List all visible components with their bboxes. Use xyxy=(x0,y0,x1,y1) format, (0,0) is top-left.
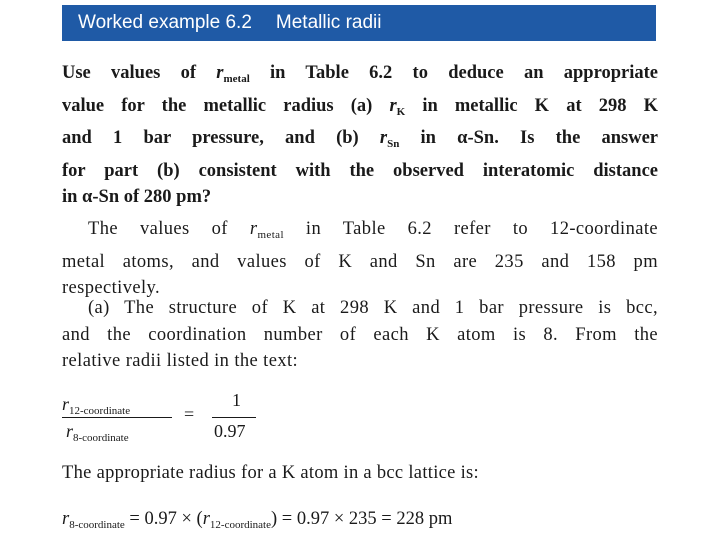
question-line: Use values of $r_{metal}$ in Table 6.2 to deduce an appropriate xyxy=(62,63,658,85)
paragraph-part-a xyxy=(62,295,658,375)
radius-result-equation: $r_{8-coordinate} = 0.97 \times (r_{12-coordinate}) = 0.97 \times 235 = 228$ pm xyxy=(62,509,453,531)
paragraph-line: relative radii listed in the text: xyxy=(62,351,299,371)
rhs-numerator: 1 xyxy=(232,390,241,410)
rhs-fraction-bar xyxy=(212,417,256,418)
question-line: in α-Sn of 280 pm? xyxy=(62,187,212,207)
question-line: for part (b) consistent with the observed interatomic distance xyxy=(62,160,658,181)
question-text xyxy=(62,60,658,211)
question-line: and 1 bar pressure, and (b) $r_{Sn}$ in α-Sn. Is the answer xyxy=(62,128,658,150)
equals-sign: = xyxy=(184,404,195,424)
question-line: value for the metallic radius (a) $r_K$ in metallic K at 298 K xyxy=(62,95,658,118)
paragraph-line: respectively. xyxy=(62,278,160,298)
paragraph-values xyxy=(62,216,658,302)
paragraph-bcc-radius: The appropriate radius for a K atom in a bcc lattice is: xyxy=(62,463,479,483)
worked-example-banner xyxy=(62,5,656,41)
paragraph-line: (a) The structure of K at 298 K and 1 bar pressure is bcc, xyxy=(88,298,658,318)
fraction-denominator: $r_{8-coordinate}$ xyxy=(66,421,129,444)
radius-ratio-equation xyxy=(62,390,252,446)
paragraph-line: The values of $r_{metal}$ in Table 6.2 refer to 12-coordinate xyxy=(88,219,658,241)
worked-example-title: Metallic radii xyxy=(275,12,382,33)
paragraph-line: metal atoms, and values of K and Sn are 235 and 158 pm xyxy=(62,251,658,272)
fraction-bar xyxy=(62,417,172,418)
worked-example-label: Worked example 6.2 xyxy=(78,12,252,33)
paragraph-line: and the coordination number of each K atom is 8. From the xyxy=(62,324,658,345)
fraction-numerator: $r_{12-coordinate}$ xyxy=(62,394,131,417)
rhs-denominator: 0.97 xyxy=(214,421,246,441)
